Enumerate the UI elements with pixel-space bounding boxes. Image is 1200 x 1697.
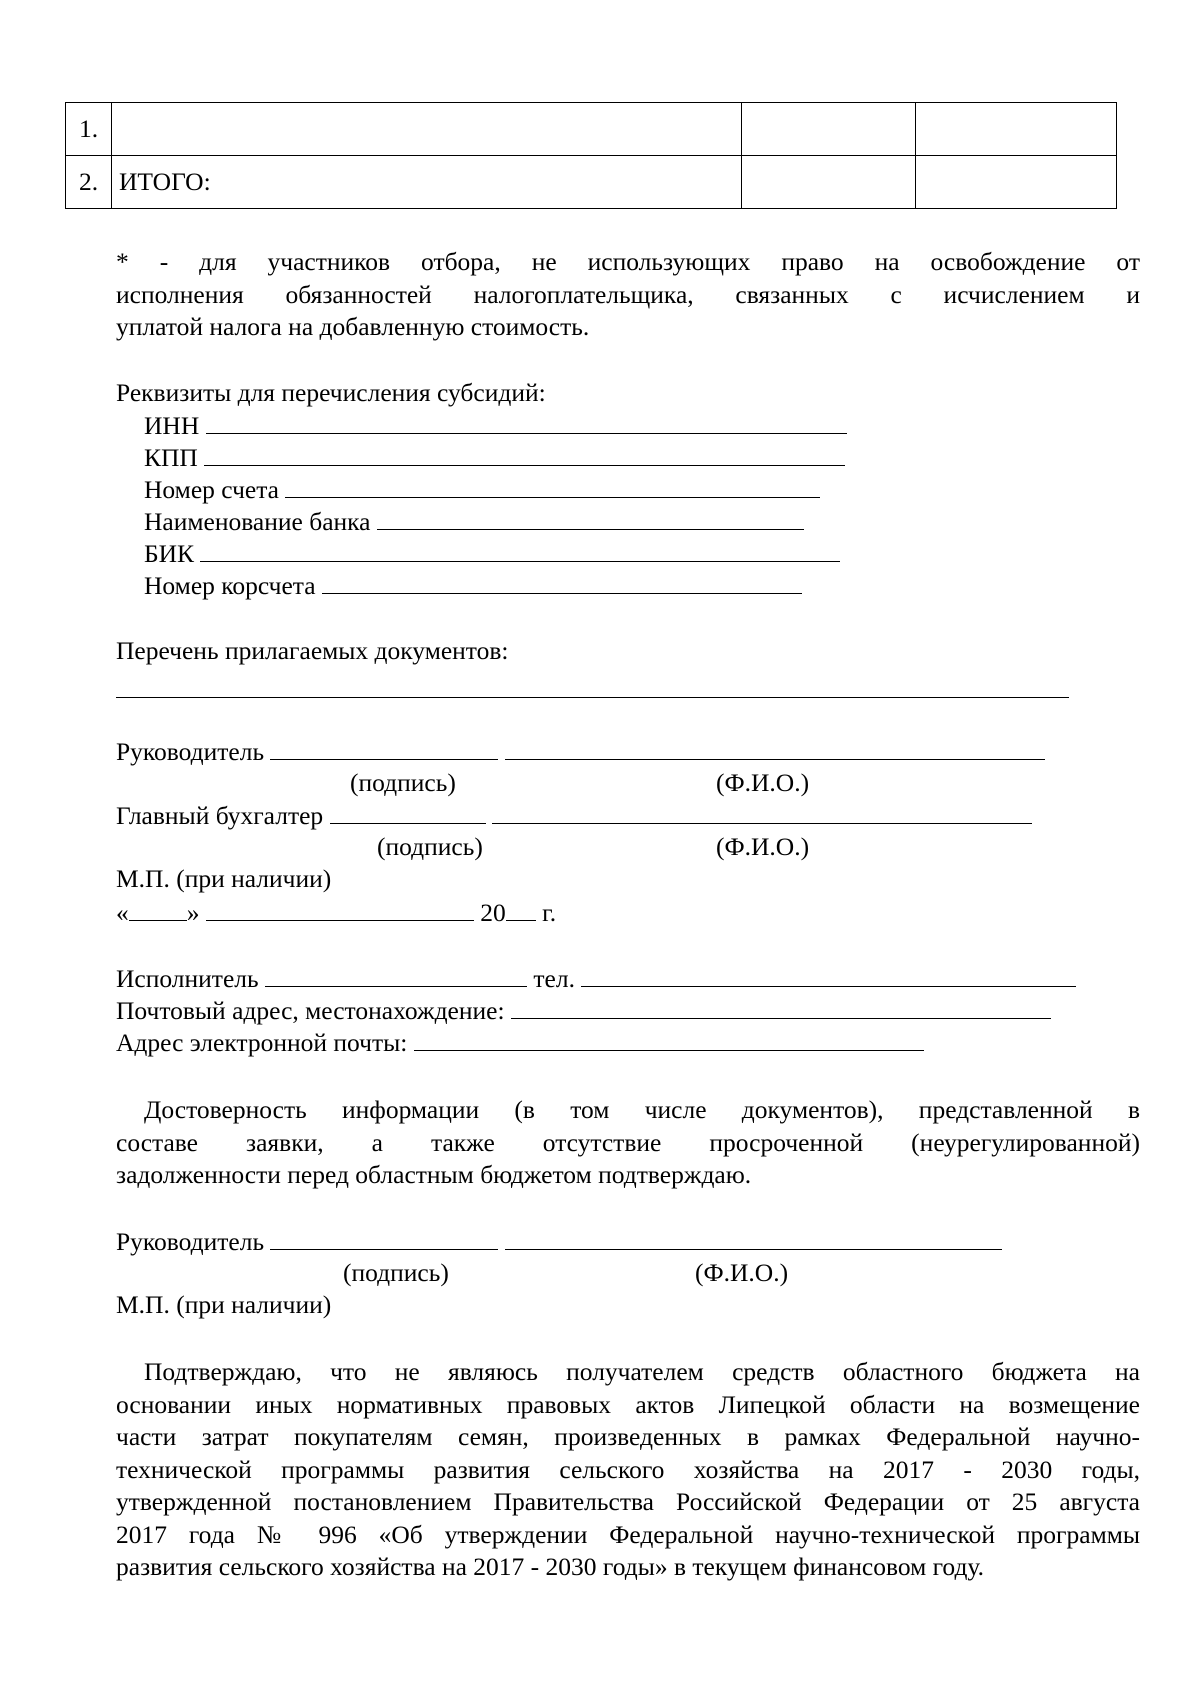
accountant-fio-line[interactable] — [492, 799, 1032, 824]
row-name — [112, 103, 742, 156]
inn-field — [144, 409, 847, 442]
accountant-sign-line[interactable] — [330, 799, 486, 824]
date-open-quote: « — [116, 898, 129, 927]
corr-input-line[interactable] — [322, 569, 802, 594]
accountant-signature-row — [116, 799, 1032, 832]
table-row — [66, 103, 1117, 156]
day-input-line[interactable] — [129, 896, 187, 921]
account-label: Номер счета — [144, 475, 279, 504]
footnote — [116, 246, 1140, 344]
phone-label: тел. — [533, 964, 575, 993]
phone-input-line[interactable] — [581, 962, 1076, 987]
bank-input-line[interactable] — [377, 505, 804, 530]
reliability-paragraph — [116, 1094, 1140, 1192]
stamp-label: М.П. (при наличии) — [116, 1290, 332, 1319]
stamp-label: М.П. (при наличии) — [116, 864, 332, 893]
paragraph-line: 2017 года № 996 «Об утверждении Федеральной научно-технической программы — [116, 1519, 1140, 1549]
paragraph-line: технической программы развития сельского хозяйства на 2017 - 2030 годы, — [116, 1454, 1140, 1484]
head-label: Руководитель — [116, 1227, 265, 1256]
paragraph-line: задолженности перед областным бюджетом подтверждаю. — [116, 1160, 752, 1189]
account-field — [144, 473, 820, 506]
bik-label: БИК — [144, 539, 195, 568]
email-row — [116, 1026, 924, 1059]
paragraph-line: составе заявки, а также отсутствие просроченной (неурегулированной) — [116, 1127, 1140, 1157]
head-fio-line[interactable] — [505, 735, 1045, 760]
documents-input-line[interactable] — [116, 697, 1069, 698]
address-row — [116, 994, 1051, 1027]
head-signature-row-2 — [116, 1225, 1002, 1258]
email-input-line[interactable] — [414, 1026, 924, 1051]
corr-field — [144, 569, 802, 602]
paragraph-line: части затрат покупателям семян, произведенных в рамках Федеральной научно- — [116, 1422, 1140, 1451]
kpp-input-line[interactable] — [204, 441, 845, 466]
head-sign-line[interactable] — [270, 1225, 498, 1250]
bank-label: Наименование банка — [144, 507, 371, 536]
month-input-line[interactable] — [206, 896, 474, 921]
executor-row — [116, 962, 1076, 995]
row-cell — [742, 103, 916, 156]
footnote-line: исполнения обязанностей налогоплательщика, связанных с исчислением и — [116, 279, 1140, 309]
documents-title: Перечень прилагаемых документов: — [116, 636, 509, 665]
requisites-title: Реквизиты для перечисления субсидий: — [116, 378, 546, 407]
year-input-line[interactable] — [506, 896, 536, 921]
bik-field — [144, 537, 840, 570]
sign-hint: (подпись) — [350, 768, 456, 797]
executor-label: Исполнитель — [116, 964, 259, 993]
executor-input-line[interactable] — [265, 962, 527, 987]
head-signature-row — [116, 735, 1045, 768]
row-number: 2. — [66, 156, 112, 209]
table-row — [66, 156, 1117, 209]
head-sign-line[interactable] — [270, 735, 498, 760]
bank-field — [144, 505, 804, 538]
row-number: 1. — [66, 103, 112, 156]
footnote-line: уплатой налога на добавленную стоимость. — [116, 312, 590, 341]
sign-hint: (подпись) — [343, 1258, 449, 1287]
row-cell — [916, 156, 1117, 209]
address-label: Почтовый адрес, местонахождение: — [116, 996, 505, 1025]
row-cell — [916, 103, 1117, 156]
accountant-label: Главный бухгалтер — [116, 801, 324, 830]
year-suffix: г. — [542, 898, 557, 927]
row-cell — [742, 156, 916, 209]
email-label: Адрес электронной почты: — [116, 1028, 408, 1057]
paragraph-line: основании иных нормативных правовых актов Липецкой области на возмещение — [116, 1389, 1140, 1419]
bik-input-line[interactable] — [200, 537, 840, 562]
fio-hint: (Ф.И.О.) — [716, 832, 810, 861]
head-label: Руководитель — [116, 737, 265, 766]
paragraph-line: Достоверность информации (в том числе документов), представленной в — [144, 1095, 1140, 1124]
row-name: ИТОГО: — [112, 156, 742, 209]
kpp-field — [144, 441, 845, 474]
head-fio-line[interactable] — [505, 1225, 1002, 1250]
inn-label: ИНН — [144, 411, 200, 440]
year-prefix: 20 — [480, 898, 506, 927]
sign-hint: (подпись) — [377, 832, 483, 861]
paragraph-line: развития сельского хозяйства на 2017 - 2030 годы» в текущем финансовом году. — [116, 1552, 984, 1581]
address-input-line[interactable] — [511, 994, 1051, 1019]
date-row — [116, 896, 556, 929]
inn-input-line[interactable] — [206, 409, 847, 434]
account-input-line[interactable] — [285, 473, 820, 498]
kpp-label: КПП — [144, 443, 198, 472]
corr-label: Номер корсчета — [144, 571, 316, 600]
fio-hint: (Ф.И.О.) — [716, 768, 810, 797]
paragraph-line: Подтверждаю, что не являюсь получателем средств областного бюджета на — [144, 1357, 1140, 1386]
confirmation-paragraph — [116, 1356, 1140, 1584]
summary-table — [65, 102, 1117, 209]
paragraph-line: утвержденной постановлением Правительства Российской Федерации от 25 августа — [116, 1487, 1140, 1516]
fio-hint: (Ф.И.О.) — [695, 1258, 789, 1287]
footnote-line: * - для участников отбора, не использующих право на освобождение от — [116, 247, 1140, 276]
date-close-quote: » — [186, 898, 200, 927]
